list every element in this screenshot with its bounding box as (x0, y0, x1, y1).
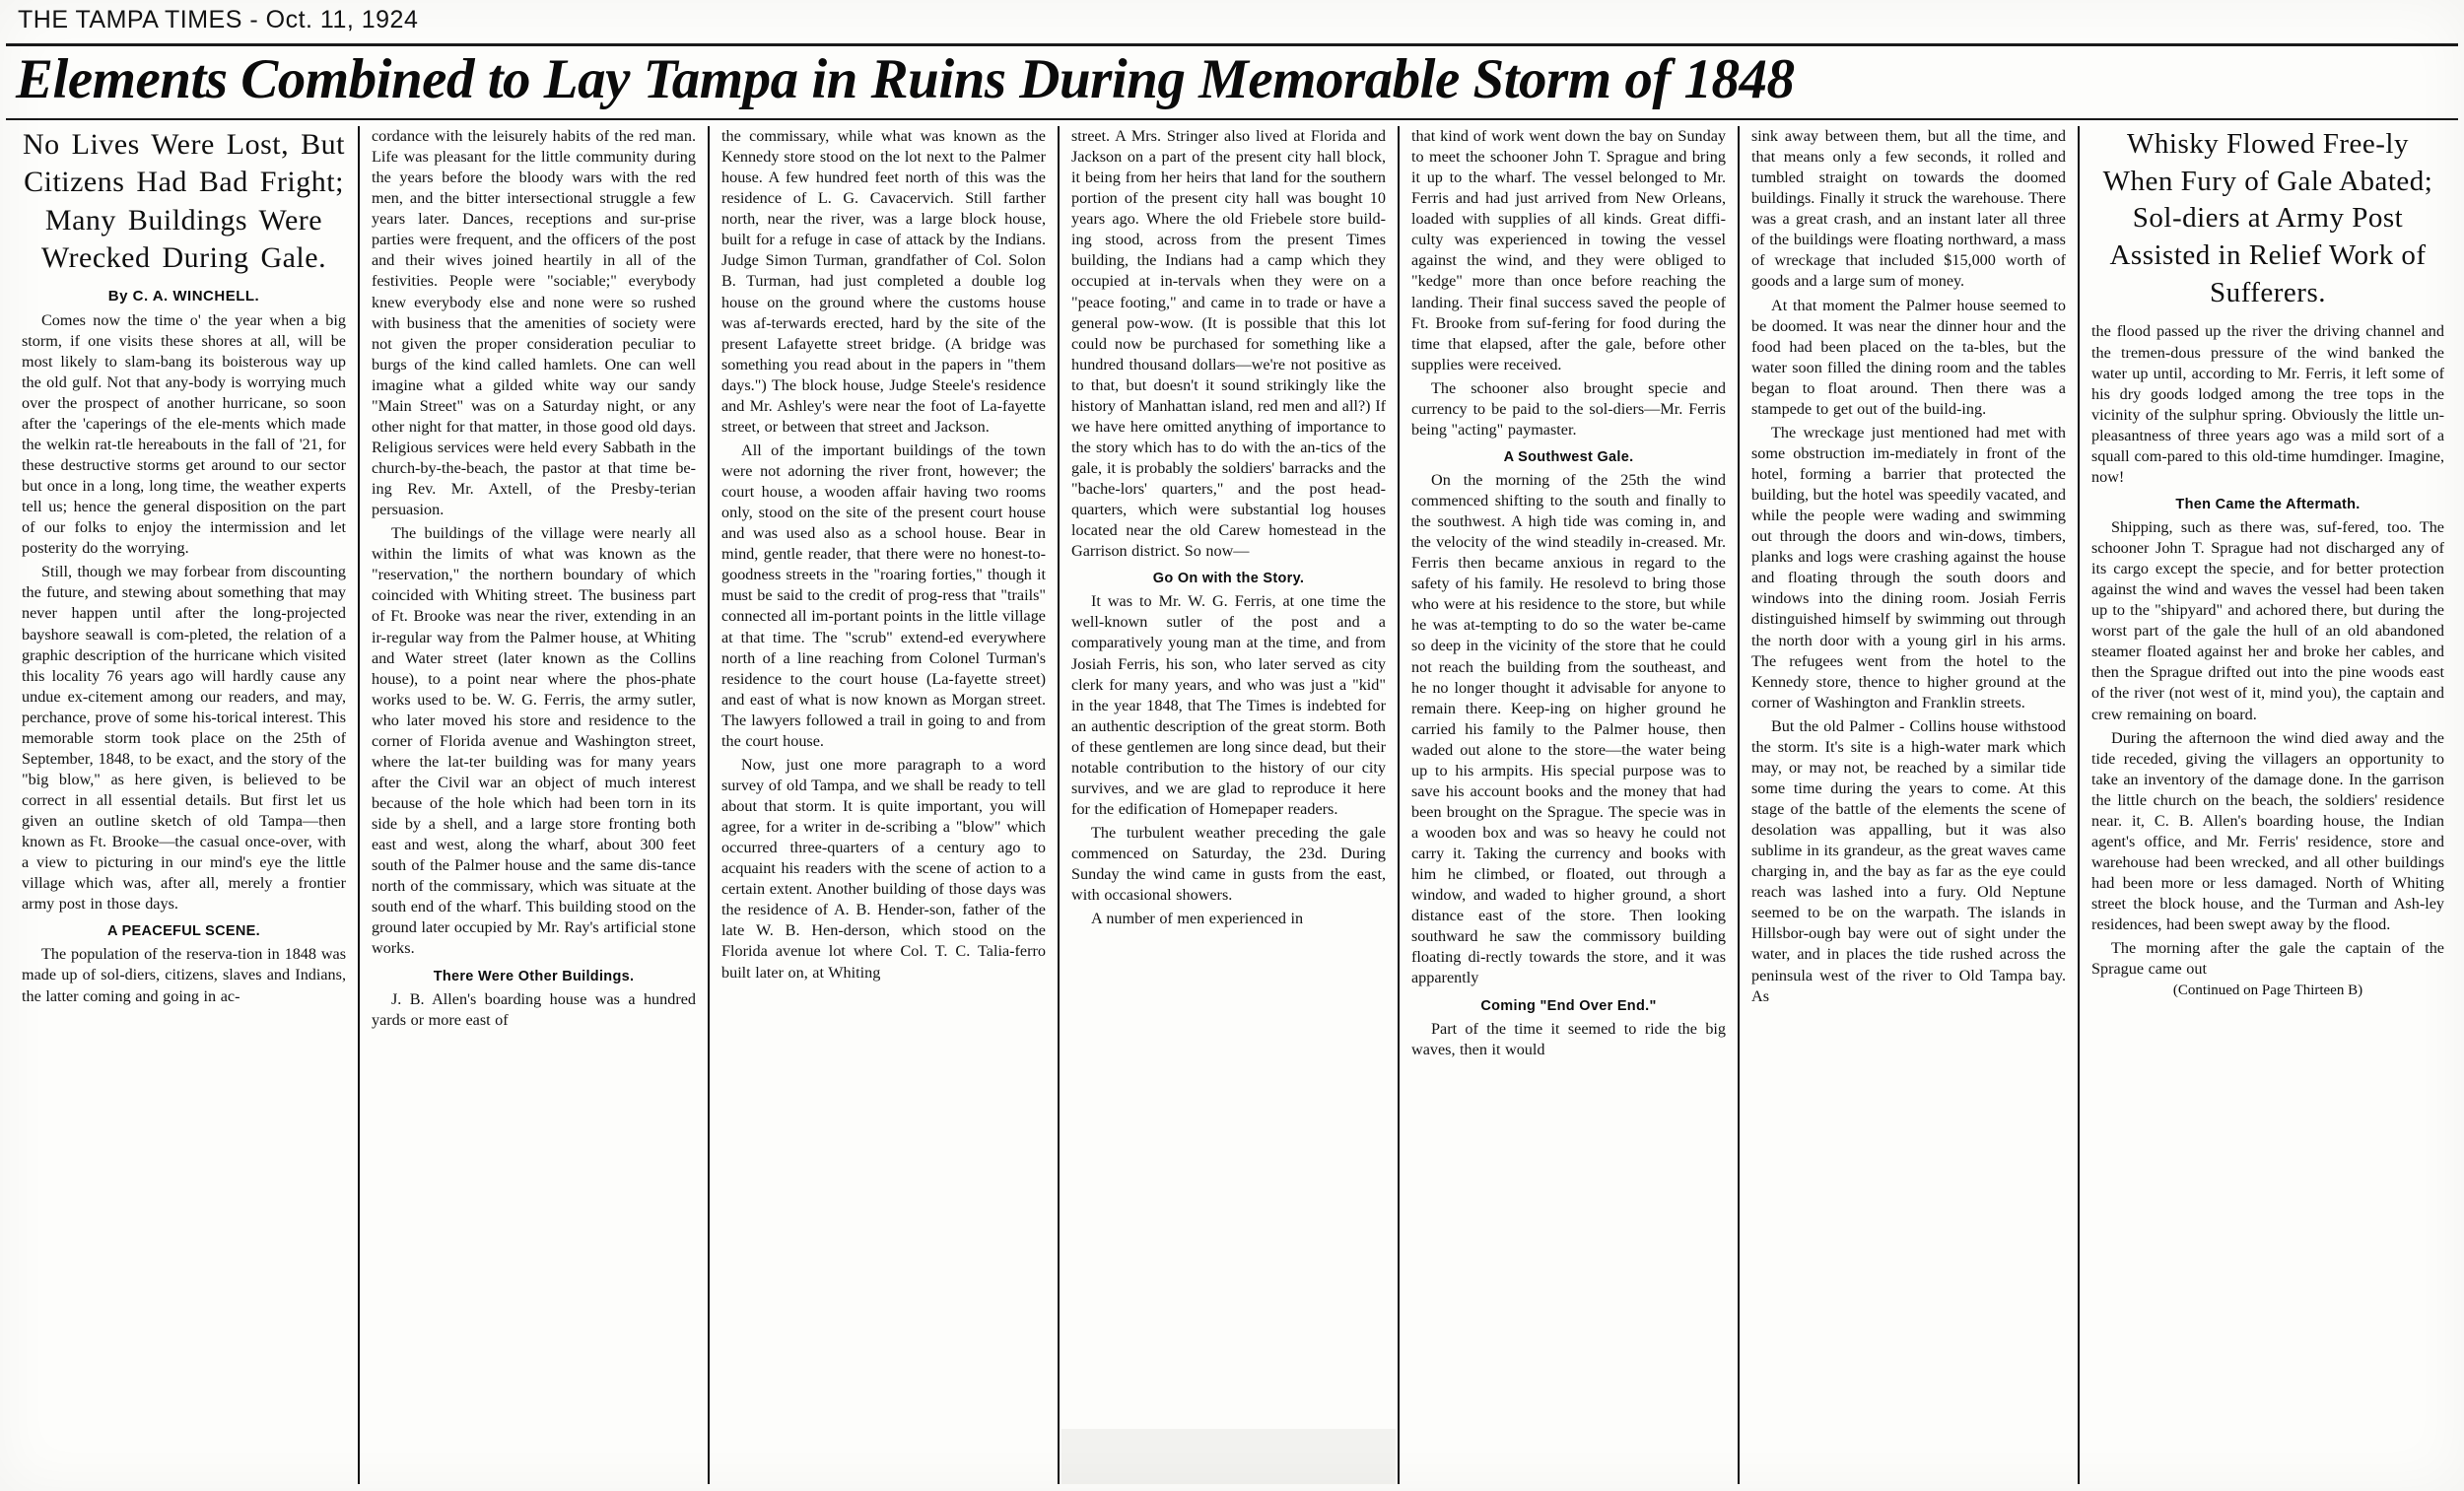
paragraph: cordance with the leisurely habits of the red man. Life was pleasant for the little community during the years before the bloody wars with the red men, and the bitter intersectional struggle a few years later. Dances, receptions and sur-prise parties were frequent, and the officers of the post and their wives joined heartily in all of the festivities. People were "sociable;" everybody knew everybody else and none were so rushed with business that the amenities of society were not given the proper consideration peculiar to burgs of the kind called hamlets. One can well imagine what a gilded white way our sandy "Main Street" was on a Saturday night, or any other night for that matter, in those good old days. Religious services were held every Sabbath in the church-by-the-beach, the pastor at that time be-ing Rev. Mr. Axtell, of the Presby-terian persuasion. (372, 127, 696, 519)
column-1 (10, 126, 360, 1484)
paragraph: Shipping, such as there was, suf-fered, too. The schooner John T. Sprague had not discharged any of its cargo except the specie, and for better protection against the wind and waves the vessel had been taken up to the "shipyard" and achored there, but during the worst part of the gale the hull of an old abandoned steamer floated against her and broke her cables, and then the Sprague drifted out into the pine woods east of the river (not west of it, mind you), the captain and crew remaining on board. (2091, 517, 2444, 723)
paragraph: The buildings of the village were nearly all within the limits of what was known as the "reservation," the northern boundary of which coincided with Whiting street. The business part of Ft. Brooke was near the river, extending in an ir-regular way from the Palmer house, at Whiting and Water street (later known as the Collins house), to a point near where the phos-phate works used to be. W. G. Ferris, the army sutler, who later moved his store and residence to the corner of Florida avenue and Washington street, where the lat-ter building was for many years after the Civil war an object of much interest because of the hole which had been torn in its side by a shell, and a large store fronting both east and west, along the wharf, about 300 feet south of the Palmer house and the same dis-tance north of the commissary, which was situate at the south end of the wharf. This building stood on the ground later occupied by Mr. Ray's artificial stone works. (372, 524, 696, 958)
paragraph: that kind of work went down the bay on Sunday to meet the schooner John T. Sprague and bring it up to the wharf. The vessel belonged to Mr. Ferris and had just arrived from New Orleans, loaded with supplies of all kinds. Great diffi-culty was experienced in towing the vessel against the wind, and they were obliged to "kedge" more than once before reaching the landing. Their final success saved the people of Ft. Brooke from suf-fering for food during the time that elapsed, after the gale, before other supplies were received. (1411, 127, 1726, 373)
subhead-other-buildings: There Were Other Buildings. (433, 968, 635, 984)
column-2 (360, 126, 710, 1484)
subhead-end-over-end: Coming "End Over End." (1480, 997, 1657, 1014)
paragraph: The turbulent weather preceding the gale commenced on Saturday, the 23d. During Sunday the wind came in gusts from the east, with occasional showers. (1071, 824, 1386, 905)
deck-headline-right: Whisky Flowed Free-ly When Fury of Gale Abated; Sol-diers at Army Post Assisted in Relief Work of Sufferers. (2102, 128, 2433, 308)
paragraph: On the morning of the 25th the wind commenced shifting to the south and finally to the southwest. A high tide was coming in, and the velocity of the wind steadily in-creased. Mr. Ferris then became anxious in regard to the safety of his family. He resolevd to bring those who were at his residence to the store, but while he was at-tempting to do so the water be-came so deep in the vicinity of the store that he could not reach the building from the southeast, and he no longer thought it advisable for anyone to remain there. Keep-ing on higher ground he carried his family to the Palmer house, then waded out alone to the store—the water being up to his armpits. His special purpose was to save his account books and the money that had been brought on the Sprague. The specie was in a wooden box and was so heavy he could not carry it. Taking the currency and books with him he climbed, or floated, out through a window, and waded to higher ground, a short distance east of the store. Then looking southward he saw the commissory building floating di-rectly towards the store, and it was apparently (1411, 470, 1726, 987)
paragraph: At that moment the Palmer house seemed to be doomed. It was near the dinner hour and the food had been placed on the ta-bles, but the water soon filled the dining room and the tables began to float around. Then there was a stampede to get out of the build-ing. (1751, 296, 2066, 418)
paragraph: The morning after the gale the captain of the Sprague came out (2091, 939, 2444, 979)
column-bottom-blank (1061, 1429, 1396, 1484)
paragraph: the flood passed up the river the driving channel and the tremen-dous pressure of the wind banked the water up until, according to Mr. Ferris, it left some of his dry goods lodged among the tree tops in the vicinity of the sulphur spring. Obviously the little un-pleasantness of three years ago was a mild sort of a squall com-pared to this old-time humdinger. Imagine, now! (2091, 322, 2444, 486)
subhead-peaceful-scene: A PEACEFUL SCENE. (107, 923, 260, 940)
column-7 (2080, 126, 2456, 1484)
paragraph: But the old Palmer - Collins house withstood the storm. It's site is a high-water mark which may, or may not, be reached by a similar tide some time during the years to come. At this stage of the battle of the elements the scene of desolation was appalling, but it was also sublime in its grandeur, as the great waves came charging in, and the bay as far as the eye could reach was lashed into a fury. Old Neptune seemed to be on the warpath. The islands in Hillsbor-ough bay were out of sight under the water, and in places the tide rushed across the peninsula west of the river to Old Tampa bay. As (1751, 716, 2066, 1005)
page-title: Elements Combined to Lay Tampa in Ruins During Memorable Storm of 1848 (16, 48, 1795, 110)
column-4 (1060, 126, 1400, 1484)
paragraph: The schooner also brought specie and currency to be paid to the sol-diers—Mr. Ferris being "acting" paymaster. (1411, 378, 1726, 439)
paragraph: Now, just one more paragraph to a word survey of old Tampa, and we shall be ready to tell about that storm. It is quite important, you will agree, for a writer in de-scribing a "blow" which occurred three-quarters of a century ago to acquaint his readers with the scene of action to a certain extent. Another building of those days was the residence of A. B. Hender-son, father of the late W. B. Hen-derson, which stood on the Florida avenue lot where Col. T. C. Talia-ferro built later on, at Whiting (721, 755, 1046, 982)
subhead-aftermath: Then Came the Aftermath. (2175, 496, 2361, 512)
paragraph: sink away between them, but all the time, and that means only a few seconds, it rolled and tumbled straight on towards the doomed buildings. Finally it struck the warehouse. There was a great crash, and an instant later all three of the buildings were floating northward, a mass of wreckage that included $15,000 worth of goods and a large sum of money. (1751, 127, 2066, 291)
subhead-southwest-gale: A Southwest Gale. (1503, 448, 1634, 465)
byline: By C. A. WINCHELL. (107, 287, 260, 305)
paragraph: All of the important buildings of the town were not adorning the river front, however; the court house, a wooden affair having two rooms only, stood on the site of the present court house and was used also as a school house. Bear in mind, gentle reader, that there were no honest-to-goodness streets in the "roaring forties," though it must be said to the credit of prog-ress that "trails" connected all im-portant points in the little village at that time. The "scrub" extend-ed everywhere north of a line reaching from Colonel Turman's residence to the court house (La-fayette street) and east of what is now known as Morgan street. The lawyers followed a trail in going to and from the court house. (721, 441, 1046, 750)
masthead-line: THE TAMPA TIMES - Oct. 11, 1924 (18, 6, 419, 34)
paragraph: It was to Mr. W. G. Ferris, at one time the well-known sutler of the post and a comparatively young man at the time, and from Josiah Ferris, his son, who later served as city clerk for many years, and who was just a "kid" in the year 1848, that The Times is indebted for an authentic description of the great storm. Both of these gentlemen are long since dead, but their notable contribution to the history of our city survives, and we are glad to reproduce it here for the edification of Homepaper readers. (1071, 592, 1386, 818)
article-columns (10, 126, 2456, 1484)
paragraph: Still, though we may forbear from discounting the future, and stewing about something that may never happen until after the long-projected bayshore seawall is com-pleted, the relation of a graphic description of the hurricane which visited this locality 76 years ago will hardly cause any undue ex-citement among our readers, and may, perchance, prove of some his-torical interest. This memorable storm took place on the 25th of September, 1848, to be exact, and the story of the "big blow," as here given, is believed to be correct in all essential details. But first let us given an outline sketch of old Tampa—then known as Ft. Brooke—the casual once-over, with a view to picturing in our mind's eye the little village which was, after all, merely a frontier army post in those days. (22, 563, 346, 914)
headline-rule (6, 118, 2458, 120)
paragraph: The population of the reserva-tion in 1848 was made up of sol-diers, citizens, slaves and Indians, the latter coming and going in ac- (22, 945, 346, 1005)
paragraph: During the afternoon the wind died away and the tide receded, giving the villagers an opportunity to take an inventory of the damage done. In the garrison the little church on the beach, the soldiers' residence near. it, C. B. Allen's boarding house, the Indian agent's office, and Mr. Ferris' residence, store and warehouse had been wrecked, and all other buildings had been more or less damaged. North of Whiting street the block house, and the Turman and Ash-ley residences, had been swept away by the flood. (2091, 728, 2444, 934)
subhead-go-on-story: Go On with the Story. (1152, 571, 1305, 587)
paragraph: The wreckage just mentioned had met with some obstruction im-mediately in front of the hotel, forming a barrier that protected the building, but the hotel was speedily vacated, and while the people were wading and swimming out through the doors and win-dows, timbers, planks and logs were crashing against the house and floating through the south doors and windows into the dining room. Josiah Ferris distinguished himself by swimming out through the north door with a young girl in his arms. The refugees went from the hotel to the Kennedy store, thence to higher ground at the corner of Washington and Franklin streets. (1751, 423, 2066, 712)
top-rule (6, 43, 2458, 46)
paragraph: street. A Mrs. Stringer also lived at Florida and Jackson on a part of the present city hall block, it being from her heirs that land for the southern portion of the present city hall was bought 10 years ago. Where the old Friebele store build-ing stood, across from the present Times building, the Indians had a camp which they occupied at in-tervals when they were on a "peace footing," and came in to trade or have a general pow-wow. (It is possible that this lot could now be purchased for something like a hundred thousand dollars—we're not positive as to that, but doesn't it sound strikingly like the history of Manhattan island, red men and all?) If we have here omitted anything of importance to the story which has to do with the an-tics of the gale, it is probably the soldiers' barracks and the "bache-lors' quarters," and the post head-quarters, which were substantial log houses located near the old Carew homestead in the Garrison district. So now— (1071, 127, 1386, 561)
deck-headline-left: No Lives Were Lost, But Citizens Had Bad Fright; Many Buildings Were Wrecked During Gale. (23, 128, 345, 275)
paragraph: A number of men experienced in (1091, 910, 1304, 928)
column-6 (1740, 126, 2080, 1484)
paragraph: J. B. Allen's boarding house was a hundred yards or more east of (372, 989, 696, 1029)
paragraph: the commissary, while what was known as the Kennedy store stood on the lot next to the Palmer house. A few hundred feet north of this was the residence of L. G. Cavacervich. Still farther north, near the river, was a large block house, built for a refuge in case of attack by the Indians. Judge Simon Turman, grandfather of Col. Solon B. Turman, had just completed a double log house on the ground where the customs house was af-terwards erected, hard by the site of the present Lafayette street bridge. (A bridge was something you read about in the papers in "them days.") The block house, Judge Steele's residence and Mr. Ashley's were near the foot of La-fayette street, or between that street and Jackson. (721, 127, 1046, 436)
paragraph: Part of the time it seemed to ride the big waves, then it would (1411, 1019, 1726, 1058)
column-5 (1400, 126, 1740, 1484)
column-3 (710, 126, 1060, 1484)
continued-line: (Continued on Page Thirteen B) (2172, 983, 2363, 999)
paragraph: Comes now the time o' the year when a big storm, if one visits these shores at all, will be most likely to slam-bang its boisterous way up the old gulf. Not that any-body is worrying much over the prospect of another hurricane, so soon after the 'caperings of the ele-ments which made the welkin rat-tle hereabouts in the fall of '21, for these destructive storms get around to our sector but once in a long, long time, the weather experts tell us; hence the general disposition on the part of our folks to enjoy the intermission and let posterity do the worrying. (22, 310, 346, 558)
